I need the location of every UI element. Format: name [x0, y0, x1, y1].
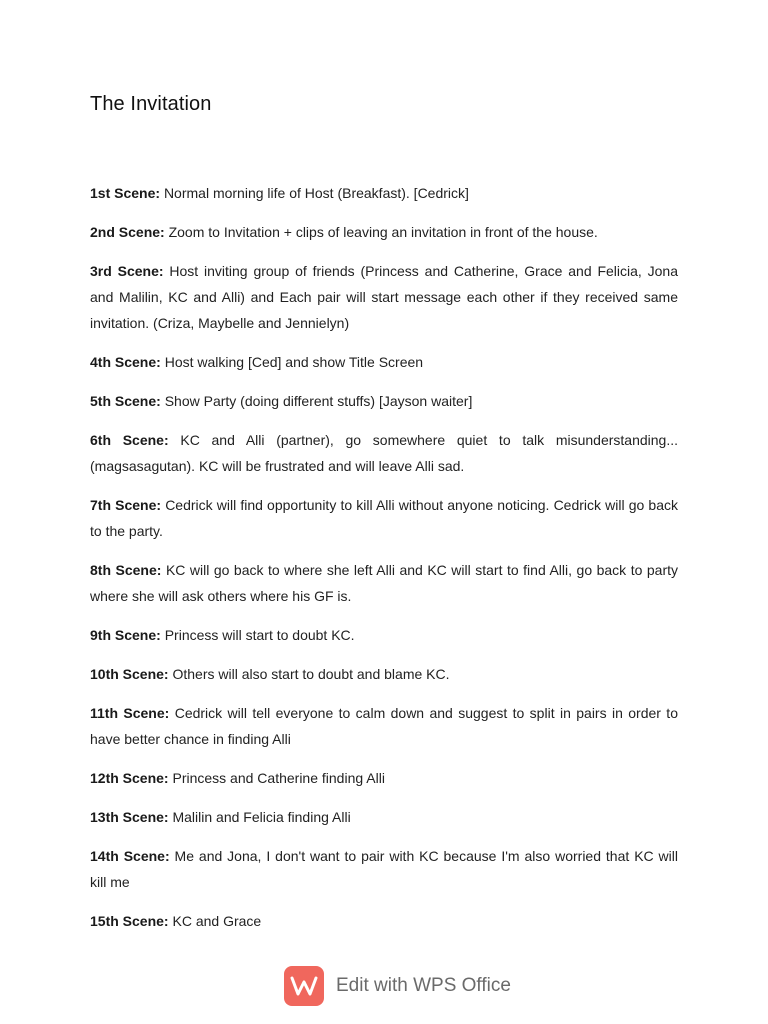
scene-label: 14th Scene:	[90, 848, 170, 864]
scene-text: KC and Alli (partner), go somewhere quiet to talk misunderstanding... (magsasagutan). KC will be frustrated and will leave Alli sad.	[90, 432, 679, 474]
scene-text: Cedrick will find opportunity to kill Alli without anyone noticing. Cedrick will go back to the party.	[90, 497, 678, 539]
scene-text: Host walking [Ced] and show Title Screen	[164, 354, 424, 370]
scene-text: Zoom to Invitation + clips of leaving an invitation in front of the house.	[168, 224, 598, 240]
scene-label: 4th Scene:	[90, 354, 161, 370]
scene-item	[90, 700, 678, 752]
scene-text: Malilin and Felicia finding Alli	[172, 809, 351, 825]
scene-text: Princess will start to doubt KC.	[164, 627, 355, 643]
scene-item	[90, 258, 678, 336]
edit-with-wps-label: Edit with WPS Office	[336, 975, 511, 996]
scene-text: KC and Grace	[172, 913, 262, 929]
scene-text: Cedrick will tell everyone to calm down and suggest to split in pairs in order to have better chance in finding Alli	[90, 705, 678, 747]
scene-label: 10th Scene:	[90, 666, 169, 682]
scene-label: 6th Scene:	[90, 432, 169, 448]
scene-text: Host inviting group of friends (Princess and Catherine, Grace and Felicia, Jona and Malilin, KC and Alli) and Each pair will start message each other if they received same invitation. (Criza, Maybelle and Jennielyn)	[90, 263, 678, 331]
scene-label: 9th Scene:	[90, 627, 161, 643]
scene-label: 8th Scene:	[90, 562, 162, 578]
scene-item	[90, 180, 678, 206]
scene-text: Show Party (doing different stuffs) [Jayson waiter]	[164, 393, 473, 409]
scene-label: 3rd Scene:	[90, 263, 164, 279]
scene-text: Others will also start to doubt and blame KC.	[172, 666, 450, 682]
scene-text: KC will go back to where she left Alli and KC will start to find Alli, go back to party where she will ask others where his GF is.	[90, 562, 678, 604]
scene-item	[90, 622, 678, 648]
scene-text: Princess and Catherine finding Alli	[172, 770, 385, 786]
scene-item	[90, 349, 678, 375]
edit-with-wps-button[interactable]	[284, 964, 511, 1008]
scene-label: 15th Scene:	[90, 913, 169, 929]
scene-item	[90, 908, 678, 934]
scene-item	[90, 843, 678, 895]
wps-office-logo-icon	[284, 966, 324, 1006]
scene-label: 12th Scene:	[90, 770, 169, 786]
scene-text: Normal morning life of Host (Breakfast). [Cedrick]	[163, 185, 469, 201]
document-title: The Invitation	[90, 93, 212, 115]
scene-item	[90, 765, 678, 791]
scene-list	[90, 180, 678, 947]
scene-item	[90, 804, 678, 830]
scene-label: 5th Scene:	[90, 393, 161, 409]
scene-item	[90, 219, 678, 245]
scene-label: 7th Scene:	[90, 497, 162, 513]
scene-label: 13th Scene:	[90, 809, 169, 825]
scene-item	[90, 427, 678, 479]
scene-label: 1st Scene:	[90, 185, 161, 201]
scene-item	[90, 492, 678, 544]
scene-item	[90, 557, 678, 609]
scene-label: 11th Scene:	[90, 705, 170, 721]
scene-label: 2nd Scene:	[90, 224, 165, 240]
scene-item	[90, 388, 678, 414]
scene-text: Me and Jona, I don't want to pair with KC because I'm also worried that KC will kill me	[90, 848, 678, 890]
scene-item	[90, 661, 678, 687]
